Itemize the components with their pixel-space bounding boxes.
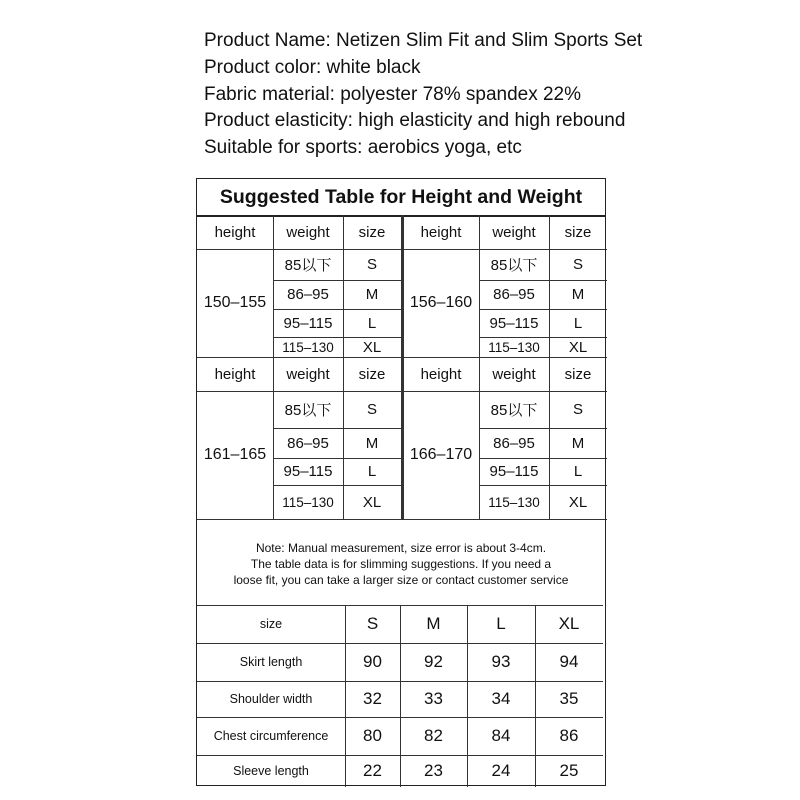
header-weight: weight [492, 223, 536, 241]
weight-cell: 85以下 [490, 257, 538, 274]
size-chart-sheet [196, 178, 606, 786]
measurement-value: 92 [424, 652, 443, 671]
measurement-value: 24 [491, 761, 511, 780]
center-divider [401, 357, 404, 519]
size-cell: S [366, 256, 377, 273]
size-cell: S [572, 256, 583, 273]
row-divider [273, 458, 401, 459]
weight-cell: 95–115 [283, 463, 333, 480]
size-column-header: M [426, 614, 441, 633]
header-divider [197, 249, 401, 250]
row-divider [479, 428, 607, 429]
size-cell: L [367, 314, 377, 332]
measurement-value: 93 [491, 652, 511, 671]
row-divider [273, 428, 401, 429]
size-cell: XL [568, 493, 588, 511]
measurement-label: Sleeve length [233, 764, 309, 778]
weight-cell: 115–130 [282, 339, 334, 355]
header-divider [403, 391, 607, 392]
measurement-value: 25 [559, 761, 579, 780]
header-size: size [358, 223, 386, 241]
size-table-title: Suggested Table for Height and Weight [197, 179, 605, 217]
header-weight: weight [286, 223, 330, 241]
sports-line: Suitable for sports: aerobics yoga, etc [204, 137, 522, 159]
measurement-note [197, 523, 605, 605]
product-color-line: Product color: white black [204, 56, 421, 78]
size-cell: XL [362, 493, 382, 511]
size-cell: L [367, 463, 377, 480]
column-divider [535, 605, 536, 787]
measurement-value: 84 [491, 726, 511, 745]
header-weight: weight [492, 365, 536, 383]
column-divider [400, 605, 401, 787]
row-divider [479, 309, 607, 310]
size-cell: M [365, 286, 379, 303]
weight-cell: 95–115 [489, 314, 539, 332]
column-divider [345, 605, 346, 787]
weight-cell: 86–95 [493, 286, 535, 303]
measurement-value: 34 [491, 689, 511, 708]
size-cell: S [366, 401, 377, 418]
column-divider [343, 357, 344, 519]
weight-cell: 85以下 [284, 257, 332, 274]
row-divider [273, 309, 401, 310]
weight-cell: 85以下 [490, 402, 538, 419]
header-weight: weight [286, 365, 330, 383]
measurement-label: Chest circumference [213, 729, 329, 743]
product-info [204, 28, 642, 162]
row-divider [479, 485, 607, 486]
note-line: loose fit, you can take a larger size or contact customer service [233, 573, 569, 587]
header-height: height [420, 223, 462, 241]
size-cell: S [572, 401, 583, 418]
size-cell: M [365, 434, 379, 452]
weight-cell: 95–115 [283, 314, 333, 332]
measurement-value: 82 [424, 726, 443, 745]
weight-cell: 85以下 [284, 402, 332, 419]
height-range-cell: 156–160 [409, 294, 473, 311]
column-divider [467, 605, 468, 787]
column-divider [479, 215, 480, 357]
measurement-value: 94 [559, 652, 579, 671]
size-cell: L [573, 463, 583, 480]
row-divider [273, 337, 401, 338]
weight-cell: 115–130 [488, 339, 540, 355]
header-height: height [214, 223, 256, 241]
size-cell: XL [362, 338, 382, 356]
header-size: size [564, 365, 592, 383]
measurement-value: 90 [363, 652, 382, 671]
header-height: height [420, 365, 462, 383]
weight-cell: 86–95 [287, 286, 329, 303]
row-divider [479, 280, 607, 281]
header-divider [197, 391, 401, 392]
size-column-header: S [366, 614, 379, 633]
size-cell: L [573, 314, 583, 332]
measurement-value: 35 [559, 689, 579, 708]
size-header-label: size [259, 617, 283, 631]
weight-cell: 86–95 [287, 434, 329, 452]
column-divider [479, 357, 480, 519]
row-divider [273, 280, 401, 281]
header-size: size [564, 223, 592, 241]
weight-cell: 115–130 [488, 494, 540, 510]
size-column-header: XL [558, 614, 580, 633]
column-divider [549, 357, 550, 519]
measurement-label: Skirt length [239, 655, 303, 669]
note-line: The table data is for slimming suggestions. If you need a [250, 557, 552, 571]
product-name-line: Product Name: Netizen Slim Fit and Slim Sports Set [204, 30, 643, 51]
measurement-value: 32 [363, 689, 382, 708]
weight-cell: 86–95 [493, 434, 535, 452]
header-size: size [358, 365, 386, 383]
column-divider [549, 215, 550, 357]
header-divider [403, 249, 607, 250]
note-line: Note: Manual measurement, size error is about 3-4cm. [255, 541, 547, 555]
header-height: height [214, 365, 256, 383]
size-cell: M [571, 434, 585, 452]
height-range-cell: 166–170 [409, 446, 473, 463]
measurement-value: 80 [363, 726, 382, 745]
size-cell: M [571, 286, 585, 303]
column-divider [273, 215, 274, 357]
band-divider [197, 519, 607, 520]
size-cell: XL [568, 338, 588, 356]
height-range-cell: 150–155 [203, 294, 267, 311]
size-column-header: L [496, 614, 506, 633]
column-divider [343, 215, 344, 357]
row-divider [479, 458, 607, 459]
weight-cell: 95–115 [489, 463, 539, 480]
measurement-value: 22 [363, 761, 382, 780]
height-range-cell: 161–165 [203, 446, 267, 463]
column-divider [273, 357, 274, 519]
weight-cell: 115–130 [282, 494, 334, 510]
measurement-value: 86 [559, 726, 579, 745]
elasticity-line: Product elasticity: high elasticity and high rebound [204, 110, 626, 132]
fabric-material-line: Fabric material: polyester 78% spandex 22% [204, 83, 582, 105]
row-divider [479, 337, 607, 338]
measurement-label: Shoulder width [229, 692, 313, 706]
measurement-value: 33 [424, 689, 443, 708]
center-divider [401, 215, 404, 357]
row-divider [273, 485, 401, 486]
measurement-value: 23 [424, 761, 443, 780]
